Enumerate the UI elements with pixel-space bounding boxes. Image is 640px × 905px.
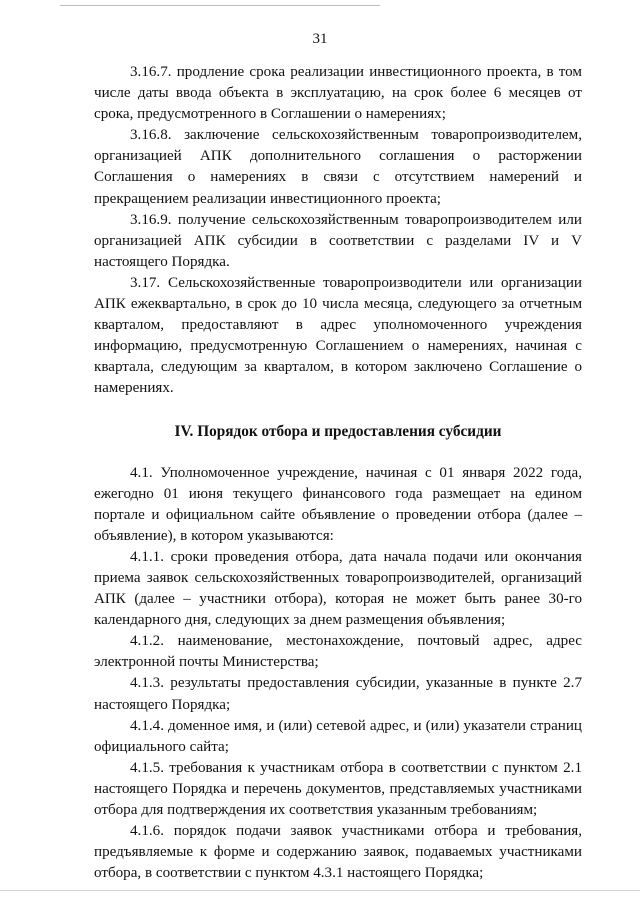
paragraph-4-1-4: 4.1.4. доменное имя, и (или) сетевой адрес, и (или) указатели страниц официального сайта; xyxy=(94,717,582,755)
paragraph-4-1-6: 4.1.6. порядок подачи заявок участниками отбора и требования, предъявляемые к форме и содержанию заявок, подаваемых участниками отбора, в соответствии с пунктом 4.3.1 настоящего Порядка; xyxy=(94,823,582,882)
page-number: 31 xyxy=(312,31,328,47)
paragraph-3-16-8: 3.16.8. заключение сельскохозяйственным товаропроизводителем, организацией АПК дополнительного соглашения о расторжении Соглашения о намерениях в связи с отсутствием намерений и прекращением реализации инвестиционного проекта; xyxy=(94,127,582,207)
paragraph-4-1-5: 4.1.5. требования к участникам отбора в соответствии с пунктом 2.1 настоящего Порядка и перечень документов, представляемых участниками отбора для подтверждения их соответствия указанным требованиям; xyxy=(94,759,582,818)
paragraph-4-1-3: 4.1.3. результаты предоставления субсидии, указанные в пункте 2.7 настоящего Порядка; xyxy=(94,675,582,713)
paragraph-4-1: 4.1. Уполномоченное учреждение, начиная с 01 января 2022 года, ежегодно 01 июня текущего финансового года размещает на едином портале и официальном сайте объявление о проведении отбора (далее – объявление), в котором указываются: xyxy=(94,464,582,544)
paragraph-4-1-1: 4.1.1. сроки проведения отбора, дата начала подачи или окончания приема заявок сельскохозяйственных товаропроизводителей, организаций АПК (далее – участники отбора), которая не может быть ранее 30-го календарного дня, следующих за днем размещения объявления; xyxy=(94,548,582,629)
section-heading: IV. Порядок отбора и предоставления субсидии xyxy=(174,422,502,440)
paragraph-3-16-9: 3.16.9. получение сельскохозяйственным товаропроизводителем или организацией АПК субсидии в соответствии с разделами IV и V настоящего Порядка. xyxy=(94,211,582,270)
document-body xyxy=(94,62,582,884)
scan-edge-line-bottom xyxy=(0,890,640,891)
scan-edge-line-top xyxy=(60,5,380,6)
paragraph-4-1-2: 4.1.2. наименование, местонахождение, почтовый адрес, адрес электронной почты Министерства; xyxy=(94,633,582,671)
paragraph-3-16-7: 3.16.7. продление срока реализации инвестиционного проекта, в том числе даты ввода объекта в эксплуатацию, на срок более 6 месяцев от срока, предусмотренного в Соглашении о намерениях; xyxy=(94,64,582,123)
paragraph-3-17: 3.17. Сельскохозяйственные товаропроизводители или организации АПК ежеквартально, в срок до 10 числа месяца, следующего за отчетным кварталом, предоставляют в адрес уполномоченного учреждения информацию, предусмотренную Соглашением о намерениях, начиная с квартала, следующим за кварталом, в котором заключено Соглашение о намерениях. xyxy=(94,274,582,397)
